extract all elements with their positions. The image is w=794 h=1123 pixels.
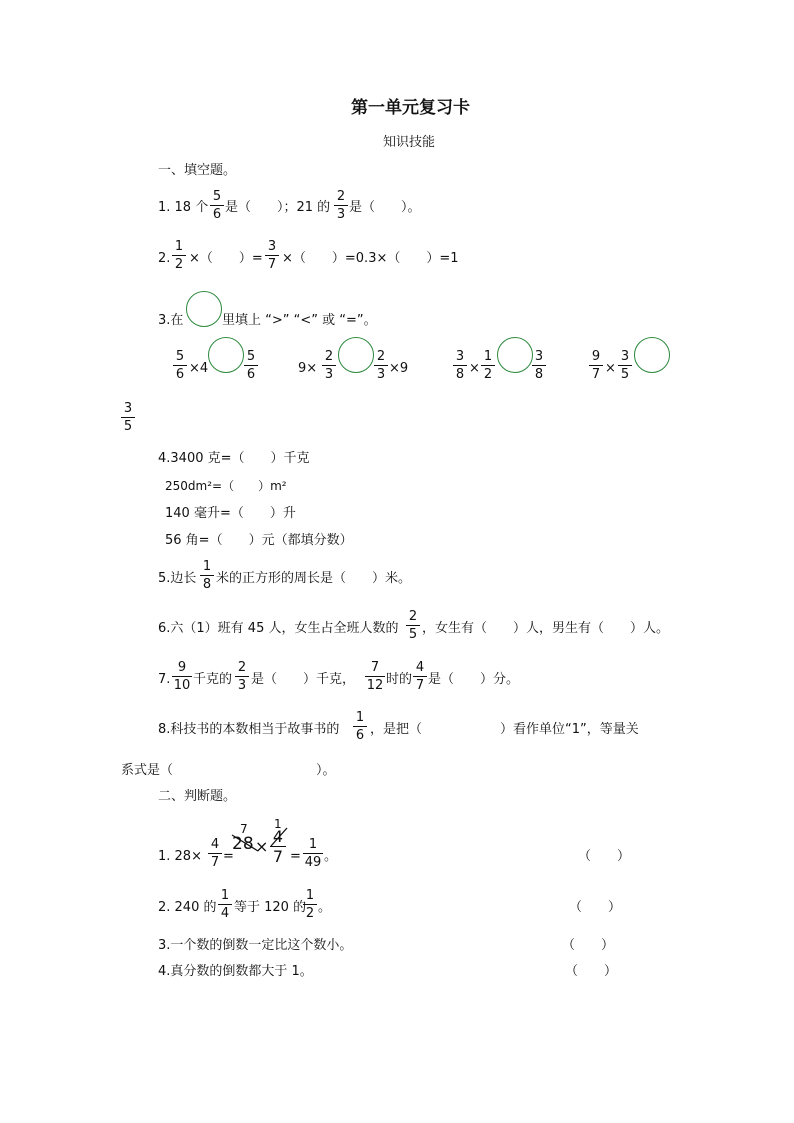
q8-fraction: 1 6 <box>353 711 367 743</box>
q3-e3-operator: × <box>469 361 480 376</box>
q3-e2-fraction-2: 2 3 <box>374 350 388 382</box>
q4-line-1: 4.3400 克=（ ）千克 <box>158 451 310 466</box>
j2-period: 。 <box>318 900 332 915</box>
q4-line-2: 250dm²=（ ）m² <box>165 479 287 493</box>
q3-e1-fraction-1: 5 6 <box>173 350 187 382</box>
section-judge-heading: 二、判断题。 <box>158 789 237 804</box>
page-subtitle: 知识技能 <box>383 135 436 150</box>
j1-equals-1: = <box>223 849 234 864</box>
q3-e4-fraction-3: 3 5 <box>121 402 135 434</box>
q3-text-a: 3.在 <box>158 313 184 328</box>
q7-text-c: 是（ ）千克， <box>251 672 356 687</box>
q5-text-a: 5.边长 <box>158 571 197 586</box>
q8-text-b: ，是把（ ）看作单位“1”，等量关 <box>370 722 639 737</box>
compare-circle[interactable] <box>338 337 374 373</box>
q3-e2-prefix: 9× <box>298 361 318 376</box>
q1-fraction-2: 2 3 <box>334 190 348 222</box>
q3-e3-fraction-3: 3 8 <box>532 350 546 382</box>
j1-period: 。 <box>324 849 338 864</box>
q3-e1-fraction-2: 5 6 <box>244 350 258 382</box>
j3-text: 3.一个数的倒数一定比这个数小。 <box>158 938 353 953</box>
q5-fraction: 1 8 <box>200 560 214 592</box>
j1-fraction-2: 4 7 <box>270 829 286 865</box>
j1-cancel-7: 7 <box>240 822 248 836</box>
page-title: 第一单元复习卡 <box>351 98 470 118</box>
q2-text-b: ×（ ）= <box>189 251 263 266</box>
q7-text-e: 是（ ）分。 <box>428 672 520 687</box>
q3-text-b: 里填上 “>” “<” 或 “=”。 <box>222 313 377 328</box>
j1-cancel-1: 1 <box>274 817 282 831</box>
j1-fraction-1: 4 7 <box>208 838 222 870</box>
compare-circle[interactable] <box>208 337 244 373</box>
q6-text-a: 6.六（1）班有 45 人，女生占全班人数的 <box>158 621 399 636</box>
compare-circle[interactable] <box>634 337 670 373</box>
answer-blank[interactable]: （ ） <box>562 938 615 953</box>
q3-e4-fraction-1: 9 7 <box>589 350 603 382</box>
q5-text-b: 米的正方形的周长是（ ）米。 <box>216 571 412 586</box>
q2-text-a: 2. <box>158 251 171 266</box>
q6-text-b: ，女生有（ ）人，男生有（ ）人。 <box>422 621 670 636</box>
j4-text: 4.真分数的倒数都大于 1。 <box>158 964 313 979</box>
q1-text-c: 是（ ）。 <box>349 200 421 215</box>
q2-fraction-2: 3 7 <box>265 240 279 272</box>
q7-fraction-3: 7 12 <box>366 660 384 693</box>
q3-e2-suffix: ×9 <box>389 361 409 376</box>
compare-circle[interactable] <box>497 337 533 373</box>
q7-text-a: 7. <box>158 672 171 687</box>
q7-fraction-4: 4 7 <box>413 661 427 693</box>
j1-fraction-3: 1 49 <box>304 837 322 870</box>
j2-fraction-1: 1 4 <box>218 889 232 921</box>
j2-text-a: 2. 240 的 <box>158 900 217 915</box>
q3-e1-operator: ×4 <box>189 361 209 376</box>
q1-text-b: 是（ ）；21 的 <box>225 200 331 215</box>
q4-line-4: 56 角=（ ）元（都填分数） <box>165 533 353 548</box>
j1-times: × <box>255 837 269 856</box>
q2-fraction-1: 1 2 <box>172 240 186 272</box>
answer-blank[interactable]: （ ） <box>569 900 622 915</box>
section-fill-heading: 一、填空题。 <box>158 163 237 178</box>
q2-text-c: ×（ ）=0.3×（ ）=1 <box>282 251 459 266</box>
compare-circle[interactable] <box>186 291 222 327</box>
q3-e3-fraction-2: 1 2 <box>481 350 495 382</box>
q7-fraction-2: 2 3 <box>235 661 249 693</box>
q7-text-b: 千克的 <box>193 672 233 687</box>
j2-text-b: 等于 120 的 <box>234 900 307 915</box>
answer-blank[interactable]: （ ） <box>565 964 618 979</box>
q4-line-3: 140 毫升=（ ）升 <box>165 506 296 521</box>
q7-fraction-1: 9 10 <box>173 660 191 693</box>
q3-e2-fraction-1: 2 3 <box>322 350 336 382</box>
q6-fraction: 2 5 <box>406 610 420 642</box>
q8-text-a: 8.科技书的本数相当于故事书的 <box>158 722 340 737</box>
j1-crossed-28: 28 <box>232 834 254 854</box>
strike-icon <box>268 826 290 848</box>
q3-e4-operator: × <box>605 361 616 376</box>
q3-e4-fraction-2: 3 5 <box>618 350 632 382</box>
q3-e3-fraction-1: 3 8 <box>453 350 467 382</box>
j1-equals-2: = <box>290 849 301 864</box>
j2-fraction-2: 1 2 <box>303 889 317 921</box>
q1-fraction-1: 5 6 <box>210 190 224 222</box>
q1-text-a: 1. 18 个 <box>158 200 209 215</box>
j1-text-a: 1. 28× <box>158 849 202 864</box>
answer-blank[interactable]: （ ） <box>578 849 631 864</box>
q7-text-d: 时的 <box>386 672 413 687</box>
q8-text-c: 系式是（ ）。 <box>121 763 336 778</box>
